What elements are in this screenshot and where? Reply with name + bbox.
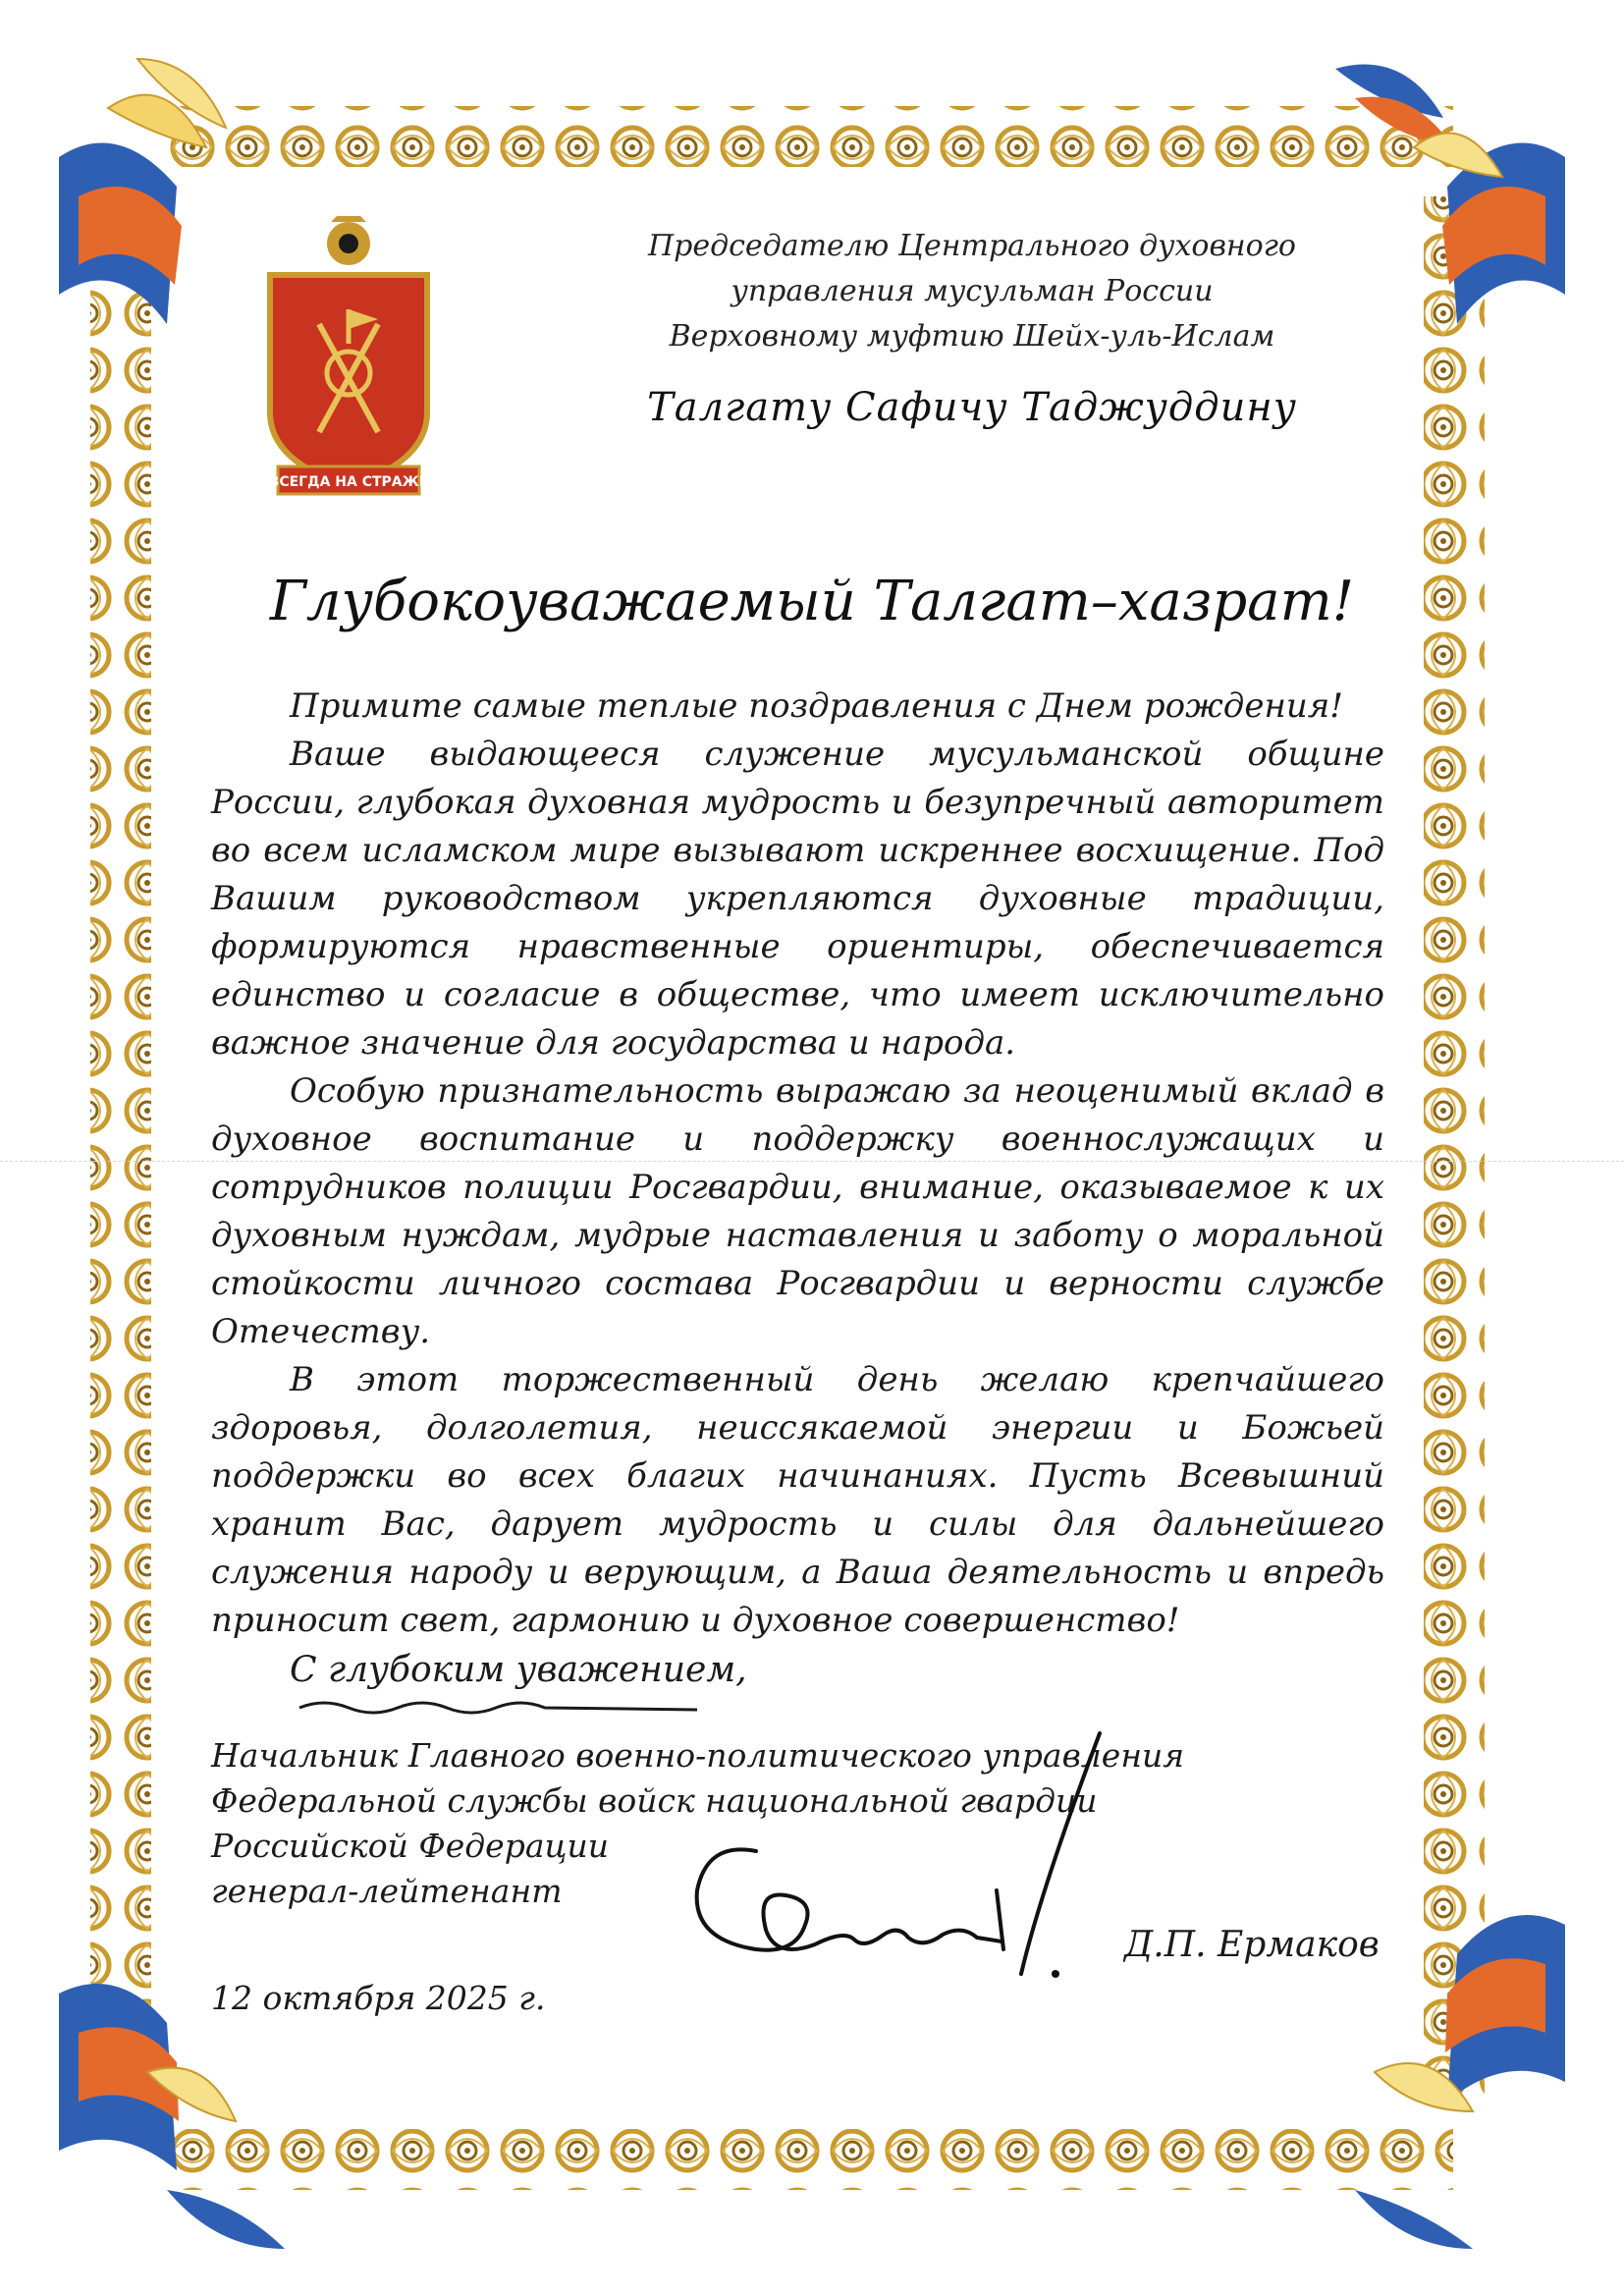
body-paragraph-3: Особую признательность выражаю за неоценимый вклад в духовное воспитание и поддержку военнослужащих и сотрудников полиции Росгвардии, внимание, оказываемое к их духовным нуждам, мудрые наставления и заботу о моральной стойкости личного состава Росгвардии и верности службе Отечеству.: [211, 1071, 1384, 1351]
letter-date: 12 октября 2025 г.: [211, 1979, 546, 2017]
handwritten-signature: [648, 1714, 1110, 2008]
emblem-motto: ВСЕГДА НА СТРАЖЕ: [268, 474, 429, 490]
flag-corner-bottom-left: [59, 1984, 285, 2249]
addressee-line-2: управления мусульман России: [731, 274, 1214, 308]
addressee-line-3: Верховному муфтию Шейх-уль-Ислам: [669, 319, 1275, 354]
letter-body: [211, 683, 1384, 1645]
signatory-line-2: Федеральной службы войск национальной гвардии: [211, 1781, 1098, 1820]
signatory-name: Д.П. Ермаков: [1124, 1925, 1380, 1965]
flag-corner-top-left: [59, 59, 226, 324]
salutation: Глубокоуважаемый Талгат–хазрат!: [269, 570, 1355, 633]
addressee-name: Талгату Сафичу Таджуддину: [647, 385, 1297, 430]
rosgvardia-emblem: [260, 216, 437, 501]
closing-underline: [295, 1694, 707, 1720]
flag-corner-bottom-right: [1355, 1915, 1565, 2249]
signatory-line-3: Российской Федерации: [211, 1827, 610, 1865]
addressee-line-1: Председателю Центрального духовного: [648, 229, 1296, 263]
closing-phrase: С глубоким уважением,: [290, 1650, 747, 1690]
signatory-line-1: Начальник Главного военно-политического управления: [211, 1736, 1185, 1775]
body-paragraph-1: Примите самые теплые поздравления с Днем рождения!: [290, 686, 1343, 726]
signatory-line-4: генерал-лейтенант: [211, 1872, 563, 1910]
flag-corner-top-right: [1335, 65, 1565, 324]
body-paragraph-2: Ваше выдающееся служение мусульманской общине России, глубокая духовная мудрость и безупречный авторитет во всем исламском мире вызывают искреннее восхищение. Под Вашим руководством укрепляются духовные традиции, формируются нравственные ориентиры, обеспечивается единство и согласие в обществе, что имеет исключительно важное значение для государства и народа.: [211, 735, 1384, 1063]
addressee-block: [628, 224, 1316, 359]
body-paragraph-4: В этот торжественный день желаю крепчайшего здоровья, долголетия, неиссякаемой энергии и Божьей поддержки во всех благих начинаниях. Пусть Всевышний хранит Вас, дарует мудрость и силы для дальнейшего служения народу и верующим, а Ваша деятельность и впредь приносит свет, гармонию и духовное совершенство!: [211, 1360, 1384, 1640]
